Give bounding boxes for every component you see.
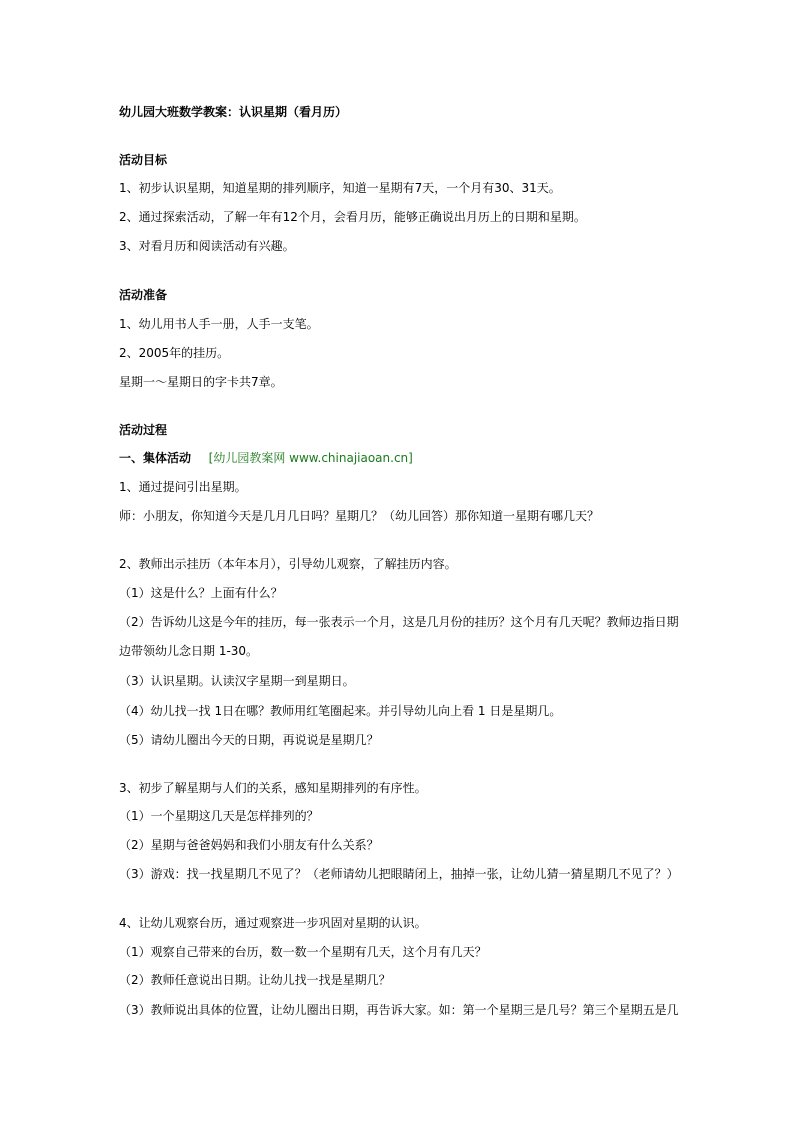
goal-item-1: 1、初步认识星期，知道星期的排列顺序，知道一星期有7天，一个月有30、31天。 <box>119 181 561 195</box>
step3-item-1: （1）一个星期这几天是怎样排列的？ <box>119 809 319 823</box>
section1-source-link[interactable]: [幼儿园教案网 www.chinajiaoan.cn] <box>208 451 413 465</box>
prep-heading: 活动准备 <box>119 288 168 302</box>
step2-item-2: （2）告诉幼儿这是今年的挂历，每一张表示一个月，这是几月份的挂历？这个月有几天呢？教师边指日期边带领幼儿念日期 1-30。 <box>119 615 679 658</box>
step4-item-1: （1）观察自己带来的台历，数一数一个星期有几天，这个月有几天？ <box>119 945 487 959</box>
step2-item-1: （1）这是什么？上面有什么？ <box>119 586 283 600</box>
step4-title: 4、让幼儿观察台历，通过观察进一步巩固对星期的认识。 <box>119 916 427 930</box>
step2-item-4: （4）幼儿找一找 1日在哪？教师用红笔圈起来。并引导幼儿向上看 1 日是星期几。 <box>119 704 562 718</box>
document-title: 幼儿园大班数学教案：认识星期（看月历） <box>119 105 348 119</box>
step2-item-5: （5）请幼儿圈出今天的日期，再说说是星期几？ <box>119 733 379 747</box>
section1-label: 一、集体活动 <box>119 451 192 465</box>
goal-item-2: 2、通过探索活动，了解一年有12个月，会看月历，能够正确说出月历上的日期和星期。 <box>119 210 586 224</box>
step1-title: 1、通过提问引出星期。 <box>119 480 247 494</box>
step3-title: 3、初步了解星期与人们的关系，感知星期排列的有序性。 <box>119 781 427 795</box>
process-heading: 活动过程 <box>119 423 168 437</box>
prep-item-3: 星期一～星期日的字卡共7章。 <box>119 375 283 389</box>
goal-item-3: 3、对看月历和阅读活动有兴趣。 <box>119 239 295 253</box>
step3-item-2: （2）星期与爸爸妈妈和我们小朋友有什么关系？ <box>119 838 379 852</box>
section1-row <box>119 450 413 466</box>
step2-item-3: （3）认识星期。认读汉字星期一到星期日。 <box>119 674 355 688</box>
step4-item-2: （2）教师任意说出日期。让幼儿找一找是星期几？ <box>119 973 391 987</box>
step2-title: 2、教师出示挂历（本年本月），引导幼儿观察，了解挂历内容。 <box>119 557 457 571</box>
prep-item-1: 1、幼儿用书人手一册，人手一支笔。 <box>119 317 319 331</box>
step1-detail: 师：小朋友，你知道今天是几月几日吗？星期几？（幼儿回答）那你知道一星期有哪几天？ <box>119 509 600 523</box>
step4-item-3: （3）教师说出具体的位置，让幼儿圈出日期，再告诉大家。如：第一个星期三是几号？第三个星期五是几 <box>119 1003 679 1017</box>
step3-item-3: （3）游戏：找一找星期几不见了？（老师请幼儿把眼睛闭上，抽掉一张，让幼儿猜一猜星期几不见了？） <box>119 867 679 881</box>
goals-heading: 活动目标 <box>119 153 168 167</box>
prep-item-2: 2、2005年的挂历。 <box>119 346 230 360</box>
